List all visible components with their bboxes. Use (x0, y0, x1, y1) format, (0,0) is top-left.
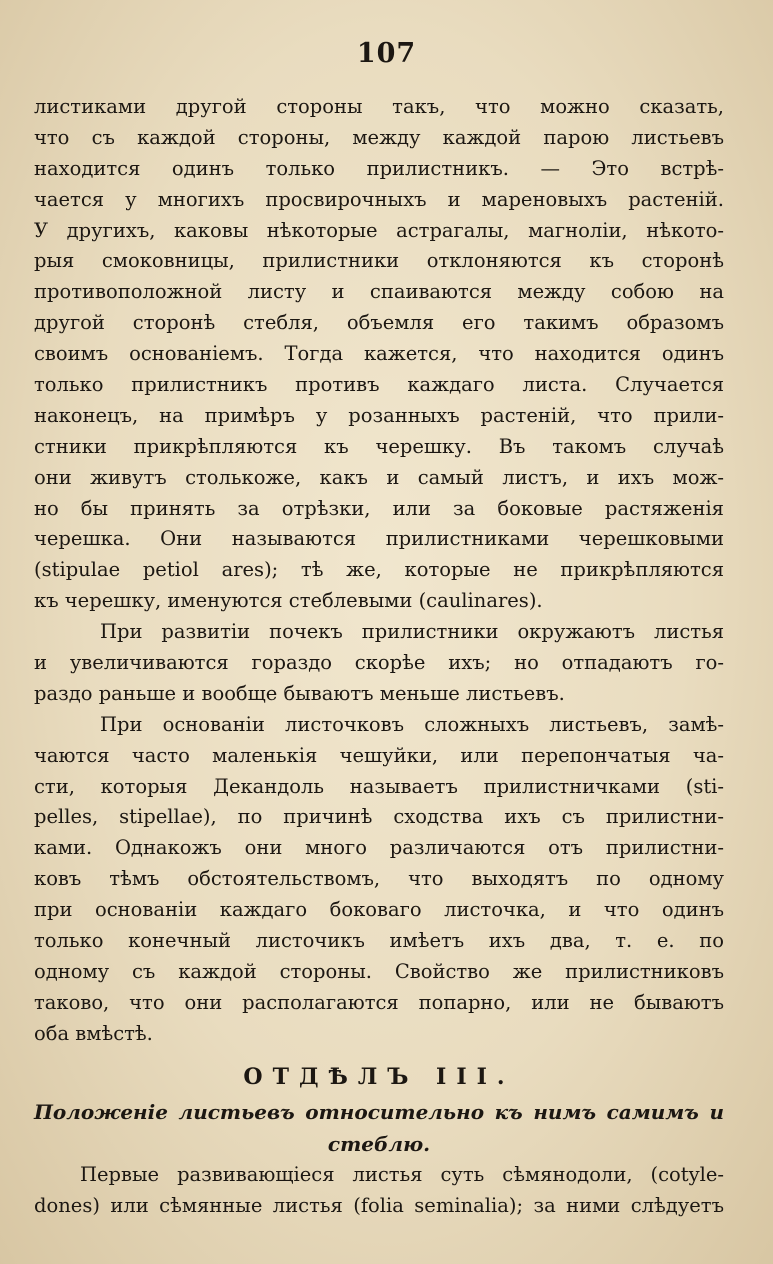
text-line: У другихъ, каковы нѣкоторые астрагалы, магнолiи, нѣкото- (34, 218, 724, 242)
text-line: листиками другой стороны такъ, что можно сказать, (34, 95, 724, 118)
text-line: стники прикрѣпляются къ черешку. Въ такомъ случаѣ (34, 434, 724, 458)
text-line: только прилистникъ противъ каждаго листа. Случается (34, 373, 724, 397)
paragraph-3 (34, 710, 724, 1050)
text-line: своимъ основанiемъ. Тогда кажется, что находится одинъ (34, 342, 724, 366)
text-line: (stipulae petiol ares); тѣ же, которые не прикрѣпляются (34, 558, 724, 582)
section-subtitle-line-2: стеблю. (327, 1131, 431, 1156)
text-line: что съ каждой стороны, между каждой парою листьевъ (34, 125, 724, 149)
text-line: при основанiи каждаго боковаго листочка, и что одинъ (34, 898, 724, 922)
text-line: находится одинъ только прилистникъ. — Это встрѣ- (34, 156, 724, 180)
text-line: противоположной листу и спаиваются между собою на (34, 280, 724, 304)
text-line: но бы принять за отрѣзки, или за боковые растяженiя (34, 496, 724, 520)
text-line: къ черешку, именуются стеблевыми (caulinares). (34, 589, 543, 613)
text-line: они живутъ столькоже, какъ и самый листъ, и ихъ мож- (34, 465, 724, 489)
text-line: черешка. Они называются прилистниками черешковыми (34, 527, 724, 551)
page-number: 107 (356, 38, 417, 69)
text-line: При развитiи почекъ прилистники окружаютъ листья (100, 620, 724, 644)
page-body (34, 92, 724, 1221)
text-line: pelles, stipellae), по причинѣ сходства ихъ съ прилистни- (34, 805, 724, 829)
text-line: При основанiи листочковъ сложныхъ листьевъ, замѣ- (100, 712, 724, 736)
text-line: только конечный листочикъ имѣетъ ихъ два, т. е. по (34, 929, 724, 953)
text-line: dones) или сѣмянные листья (folia seminalia); за ними слѣдуетъ (34, 1193, 724, 1217)
paragraph-1 (34, 92, 724, 617)
text-line: ковъ тѣмъ обстоятельствомъ, что выходятъ по одному (34, 867, 724, 891)
text-line: чается у многихъ просвирочныхъ и мареновыхъ растенiй. (34, 187, 724, 211)
text-line: Первые развивающiеся листья суть сѣмянодоли, (cotyle- (80, 1162, 724, 1186)
paragraph-4 (34, 1160, 724, 1222)
text-line: сти, которыя Декандоль называетъ прилистничками (sti- (34, 774, 724, 798)
text-line: раздо раньше и вообще бываютъ меньше листьевъ. (34, 681, 565, 705)
section-title: ОТДѢЛЪ III. (243, 1063, 515, 1090)
text-line: одному съ каждой стороны. Свойство же прилистниковъ (34, 959, 724, 983)
text-line: другой сторонѣ стебля, объемля его такимъ образомъ (34, 311, 724, 335)
text-line: ками. Однакожъ они много различаются отъ прилистни- (34, 836, 724, 860)
text-line: наконецъ, на примѣръ у розанныхъ растенiй, что прили- (34, 403, 724, 427)
text-line: таково, что они располагаются попарно, или не бываютъ (34, 990, 724, 1014)
section-subtitle-line-1: Положенiе листьевъ относительно къ нимъ самимъ и (34, 1099, 724, 1124)
text-line: оба вмѣстѣ. (34, 1021, 153, 1045)
text-line: чаются часто маленькiя чешуйки, или перепончатыя ча- (34, 743, 724, 767)
text-line: рыя смоковницы, прилистники отклоняются къ сторонѣ (34, 249, 724, 273)
text-line: и увеличиваются гораздо скорѣе ихъ; но отпадаютъ го- (34, 651, 724, 675)
paragraph-2 (34, 617, 724, 710)
